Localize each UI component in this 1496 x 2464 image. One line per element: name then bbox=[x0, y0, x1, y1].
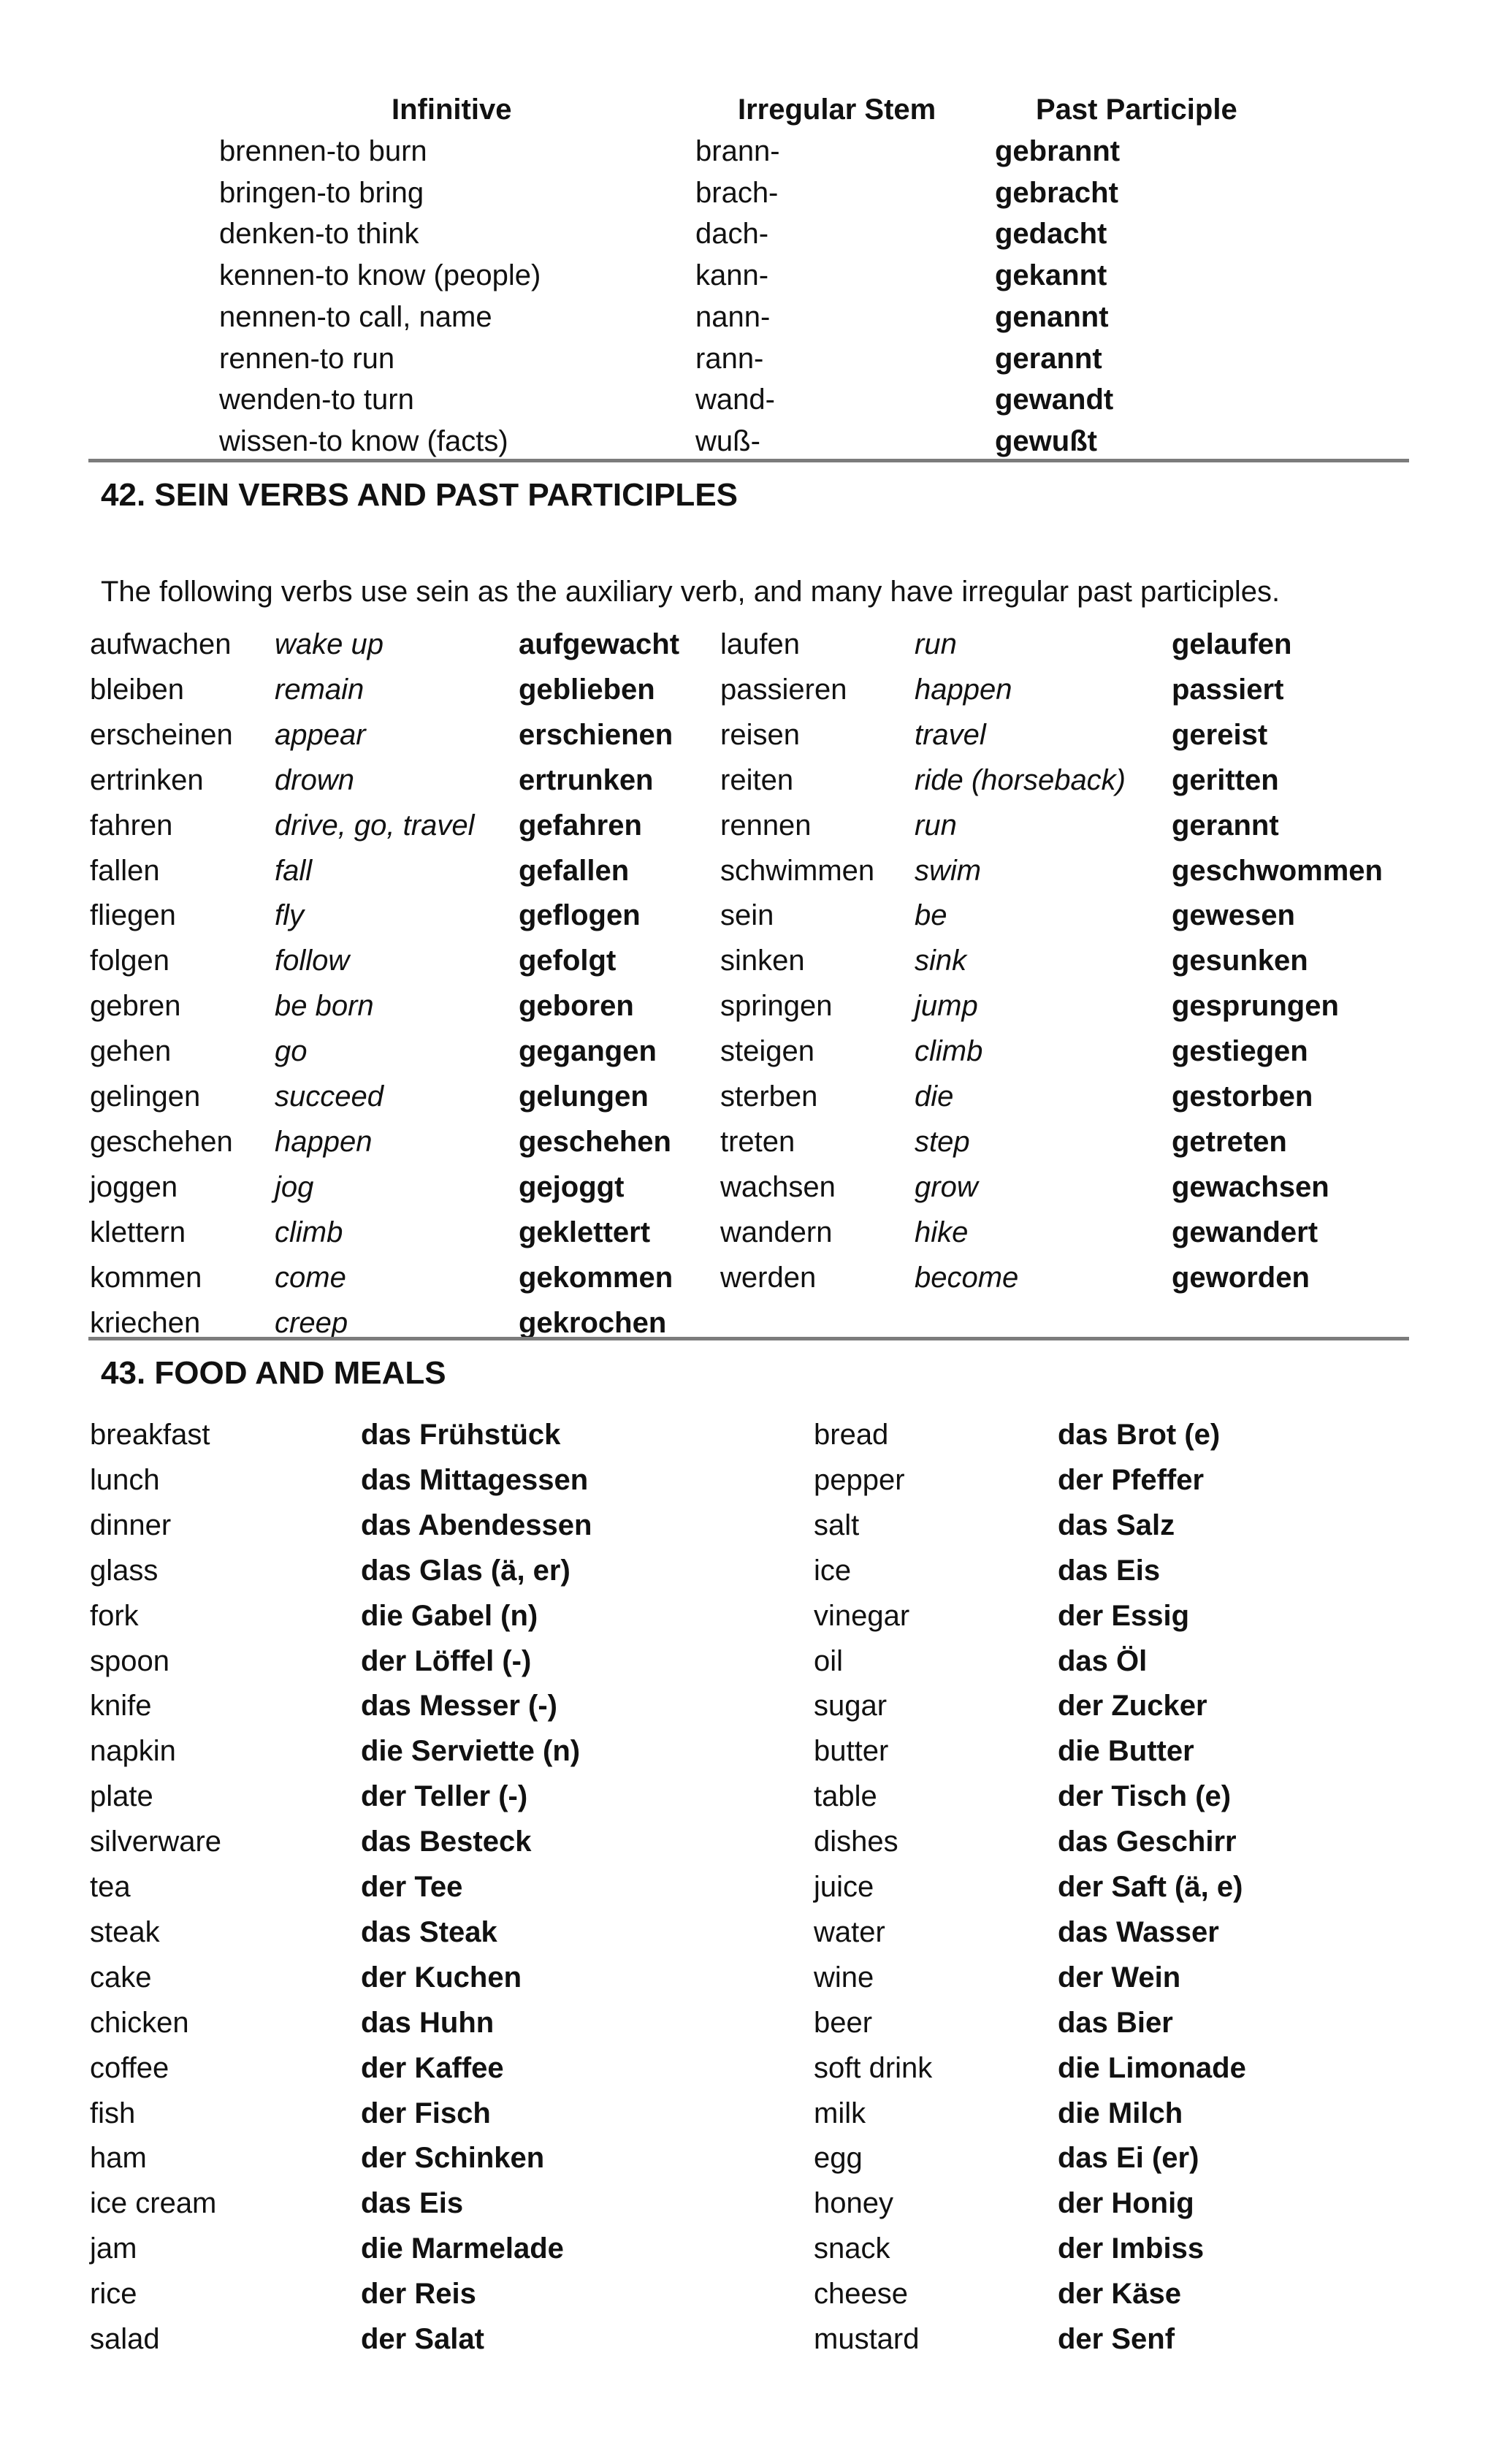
food-german: der Fisch bbox=[361, 2097, 491, 2129]
food-english: tea bbox=[90, 1871, 131, 1903]
sein-verb-meaning: ride (horseback) bbox=[915, 763, 1126, 796]
sein-verb: reiten bbox=[720, 763, 794, 796]
verb-irregular-stem: brach- bbox=[695, 176, 779, 209]
sein-verb-meaning: step bbox=[915, 1125, 970, 1158]
sein-verb-meaning: appear bbox=[275, 718, 366, 751]
sein-verb-participle: geworden bbox=[1172, 1261, 1310, 1294]
sein-verb-participle: gefahren bbox=[519, 809, 642, 842]
sein-verb: sinken bbox=[720, 945, 805, 977]
food-german: das Frühstück bbox=[361, 1419, 561, 1451]
food-english: oil bbox=[814, 1644, 844, 1677]
section-divider bbox=[88, 459, 1409, 462]
food-english: vinegar bbox=[814, 1599, 910, 1632]
sein-verb: gehen bbox=[90, 1035, 172, 1068]
sein-verb-meaning: fall bbox=[275, 854, 313, 887]
sein-verb-participle: gesunken bbox=[1172, 945, 1308, 977]
sein-verb-meaning: happen bbox=[275, 1125, 373, 1158]
verb-irregular-stem: rann- bbox=[695, 342, 764, 375]
food-english: jam bbox=[90, 2232, 137, 2265]
sein-verb: schwimmen bbox=[720, 854, 875, 887]
sein-verb-meaning: be born bbox=[275, 990, 374, 1023]
sein-verb-meaning: drown bbox=[275, 763, 354, 796]
sein-verb-meaning: be bbox=[915, 899, 947, 932]
sein-verb-participle: gewachsen bbox=[1172, 1170, 1329, 1203]
sein-verb-meaning: swim bbox=[915, 854, 982, 887]
food-english: table bbox=[814, 1780, 877, 1813]
food-english: ham bbox=[90, 2142, 147, 2175]
food-german: das Steak bbox=[361, 1915, 497, 1948]
sein-verb-participle: geschehen bbox=[519, 1125, 671, 1158]
food-english: rice bbox=[90, 2278, 137, 2311]
food-german: das Glas (ä, er) bbox=[361, 1554, 570, 1587]
sein-verb: kommen bbox=[90, 1261, 202, 1294]
sein-verb-meaning: come bbox=[275, 1261, 346, 1294]
food-english: fork bbox=[90, 1599, 139, 1632]
sein-verb: folgen bbox=[90, 945, 169, 977]
food-german: der Teller (-) bbox=[361, 1780, 528, 1813]
sein-verb: wachsen bbox=[720, 1170, 836, 1203]
food-english: silverware bbox=[90, 1826, 222, 1858]
sein-verb-meaning: become bbox=[915, 1261, 1019, 1294]
sein-verb-participle: ertrunken bbox=[519, 763, 654, 796]
sein-verb-participle: gegangen bbox=[519, 1035, 657, 1068]
sein-verb-participle: gelaufen bbox=[1172, 628, 1292, 660]
sein-verb: fahren bbox=[90, 809, 173, 842]
verb-irregular-stem: wuß- bbox=[695, 424, 760, 457]
verb-irregular-stem: dach- bbox=[695, 218, 769, 251]
sein-verb-meaning: happen bbox=[915, 673, 1012, 706]
verb-infinitive: bringen-to bring bbox=[219, 176, 424, 209]
food-german: das Bier bbox=[1058, 2006, 1173, 2039]
food-german: der Pfeffer bbox=[1058, 1463, 1205, 1496]
food-english: juice bbox=[814, 1871, 874, 1903]
food-german: das Messer (-) bbox=[361, 1690, 557, 1723]
sein-verb-meaning: die bbox=[915, 1080, 954, 1113]
food-english: lunch bbox=[90, 1463, 160, 1496]
food-english: mustard bbox=[814, 2323, 920, 2355]
food-english: fish bbox=[90, 2097, 136, 2129]
food-english: plate bbox=[90, 1780, 153, 1813]
verb-past-participle: gebracht bbox=[995, 176, 1118, 209]
verb-irregular-stem: kann- bbox=[695, 259, 769, 292]
verb-infinitive: denken-to think bbox=[219, 218, 419, 251]
food-german: der Reis bbox=[361, 2278, 476, 2311]
sein-verb-meaning: travel bbox=[915, 718, 986, 751]
sein-verb: kriechen bbox=[90, 1306, 201, 1339]
sein-verb-participle: gelungen bbox=[519, 1080, 649, 1113]
sein-verb-participle: geflogen bbox=[519, 899, 641, 932]
food-german: das Abendessen bbox=[361, 1508, 592, 1541]
food-german: der Schinken bbox=[361, 2142, 545, 2175]
section-42-title: 42. SEIN VERBS AND PAST PARTICIPLES bbox=[101, 477, 739, 513]
sein-verb: springen bbox=[720, 990, 833, 1023]
sein-verb-participle: gesprungen bbox=[1172, 990, 1339, 1023]
sein-verb-participle: geboren bbox=[519, 990, 634, 1023]
sein-verb-participle: geklettert bbox=[519, 1216, 651, 1248]
sein-verb-participle: gekrochen bbox=[519, 1306, 667, 1339]
food-german: der Kaffee bbox=[361, 2051, 504, 2084]
food-english: pepper bbox=[814, 1463, 905, 1496]
verb-infinitive: kennen-to know (people) bbox=[219, 259, 541, 292]
verb-irregular-stem: nann- bbox=[695, 300, 771, 333]
sein-verb: erscheinen bbox=[90, 718, 233, 751]
food-german: der Tee bbox=[361, 1871, 463, 1903]
sein-verb-participle: aufgewacht bbox=[519, 628, 680, 660]
sein-verb: werden bbox=[720, 1261, 817, 1294]
food-english: napkin bbox=[90, 1735, 176, 1768]
food-german: der Senf bbox=[1058, 2323, 1175, 2355]
food-german: das Wasser bbox=[1058, 1915, 1219, 1948]
sein-verb: steigen bbox=[720, 1035, 814, 1068]
food-german: der Kuchen bbox=[361, 1961, 522, 1994]
food-english: coffee bbox=[90, 2051, 169, 2084]
verb-infinitive: brennen-to burn bbox=[219, 135, 427, 167]
food-german: der Essig bbox=[1058, 1599, 1190, 1632]
food-english: sugar bbox=[814, 1690, 888, 1723]
food-english: water bbox=[814, 1915, 885, 1948]
food-german: der Löffel (-) bbox=[361, 1644, 532, 1677]
food-german: das Besteck bbox=[361, 1826, 532, 1858]
food-english: bread bbox=[814, 1419, 889, 1451]
sein-verb-meaning: hike bbox=[915, 1216, 969, 1248]
sein-verb: wandern bbox=[720, 1216, 833, 1248]
verb-past-participle: gekannt bbox=[995, 259, 1107, 292]
sein-verb-participle: gefolgt bbox=[519, 945, 617, 977]
sein-verb: klettern bbox=[90, 1216, 186, 1248]
verb-irregular-stem: brann- bbox=[695, 135, 780, 167]
sein-verb: reisen bbox=[720, 718, 800, 751]
sein-verb: aufwachen bbox=[90, 628, 232, 660]
food-english: steak bbox=[90, 1915, 160, 1948]
sein-verb: joggen bbox=[90, 1170, 178, 1203]
sein-verb-participle: geritten bbox=[1172, 763, 1279, 796]
food-german: der Honig bbox=[1058, 2187, 1194, 2220]
sein-verb-meaning: creep bbox=[275, 1306, 348, 1339]
sein-verb-participle: gewandert bbox=[1172, 1216, 1318, 1248]
sein-verb-meaning: climb bbox=[275, 1216, 343, 1248]
sein-verb: bleiben bbox=[90, 673, 185, 706]
food-german: das Mittagessen bbox=[361, 1463, 589, 1496]
food-english: knife bbox=[90, 1690, 152, 1723]
food-english: snack bbox=[814, 2232, 890, 2265]
food-english: egg bbox=[814, 2142, 863, 2175]
food-english: ice cream bbox=[90, 2187, 217, 2220]
sein-verb: fallen bbox=[90, 854, 160, 887]
verb-infinitive: nennen-to call, name bbox=[219, 300, 492, 333]
sein-verb: ertrinken bbox=[90, 763, 204, 796]
sein-verb: gebren bbox=[90, 990, 181, 1023]
food-german: das Brot (e) bbox=[1058, 1419, 1221, 1451]
food-german: der Käse bbox=[1058, 2278, 1181, 2311]
food-english: salad bbox=[90, 2323, 160, 2355]
food-german: das Eis bbox=[1058, 1554, 1161, 1587]
sein-verb: rennen bbox=[720, 809, 812, 842]
food-english: chicken bbox=[90, 2006, 189, 2039]
sein-verb: passieren bbox=[720, 673, 847, 706]
sein-verb-participle: getreten bbox=[1172, 1125, 1287, 1158]
sein-verb-participle: gereist bbox=[1172, 718, 1268, 751]
food-english: glass bbox=[90, 1554, 159, 1587]
sein-verb-meaning: climb bbox=[915, 1035, 983, 1068]
verb-infinitive: wissen-to know (facts) bbox=[219, 424, 508, 457]
food-german: der Saft (ä, e) bbox=[1058, 1871, 1243, 1903]
verb-past-participle: gedacht bbox=[995, 218, 1107, 251]
sein-verb-meaning: run bbox=[915, 809, 957, 842]
food-german: der Wein bbox=[1058, 1961, 1181, 1994]
food-german: das Ei (er) bbox=[1058, 2142, 1199, 2175]
verb-infinitive: rennen-to run bbox=[219, 342, 395, 375]
food-english: butter bbox=[814, 1735, 889, 1768]
food-german: der Zucker bbox=[1058, 1690, 1207, 1723]
section-43-title: 43. FOOD AND MEALS bbox=[101, 1355, 446, 1391]
food-english: cheese bbox=[814, 2278, 908, 2311]
food-german: die Limonade bbox=[1058, 2051, 1246, 2084]
sein-verb-participle: gekommen bbox=[519, 1261, 673, 1294]
food-german: der Tisch (e) bbox=[1058, 1780, 1232, 1813]
sein-verb-meaning: drive, go, travel bbox=[275, 809, 475, 842]
sein-verb: gelingen bbox=[90, 1080, 201, 1113]
sein-verb-meaning: wake up bbox=[275, 628, 383, 660]
sein-verb: fliegen bbox=[90, 899, 176, 932]
food-german: die Gabel (n) bbox=[361, 1599, 538, 1632]
sein-verb-participle: gerannt bbox=[1172, 809, 1279, 842]
sein-verb-participle: passiert bbox=[1172, 673, 1284, 706]
sein-verb-meaning: fly bbox=[275, 899, 304, 932]
food-english: honey bbox=[814, 2187, 893, 2220]
verb-past-participle: gerannt bbox=[995, 342, 1102, 375]
food-german: das Öl bbox=[1058, 1644, 1148, 1677]
food-german: das Geschirr bbox=[1058, 1826, 1237, 1858]
section-divider bbox=[88, 1337, 1409, 1340]
sein-verb: treten bbox=[720, 1125, 795, 1158]
food-english: salt bbox=[814, 1508, 860, 1541]
food-german: die Marmelade bbox=[361, 2232, 564, 2265]
food-english: soft drink bbox=[814, 2051, 933, 2084]
food-german: das Huhn bbox=[361, 2006, 495, 2039]
food-german: der Imbiss bbox=[1058, 2232, 1205, 2265]
sein-verb: sein bbox=[720, 899, 774, 932]
sein-verb-meaning: follow bbox=[275, 945, 350, 977]
sein-verb: geschehen bbox=[90, 1125, 233, 1158]
sein-verb-participle: gestorben bbox=[1172, 1080, 1313, 1113]
sein-verb-meaning: jump bbox=[915, 990, 978, 1023]
sein-verb-meaning: grow bbox=[915, 1170, 978, 1203]
sein-verb-meaning: go bbox=[275, 1035, 308, 1068]
food-english: dinner bbox=[90, 1508, 172, 1541]
sein-verb-participle: geblieben bbox=[519, 673, 655, 706]
food-german: das Salz bbox=[1058, 1508, 1175, 1541]
header-irregular-stem: Irregular Stem bbox=[738, 94, 936, 126]
food-english: spoon bbox=[90, 1644, 169, 1677]
header-infinitive: Infinitive bbox=[392, 94, 512, 126]
food-english: breakfast bbox=[90, 1419, 210, 1451]
sein-verb-meaning: run bbox=[915, 628, 957, 660]
sein-verb-meaning: sink bbox=[915, 945, 967, 977]
food-english: beer bbox=[814, 2006, 873, 2039]
verb-past-participle: gebrannt bbox=[995, 135, 1121, 167]
sein-verb: laufen bbox=[720, 628, 800, 660]
verb-infinitive: wenden-to turn bbox=[219, 384, 414, 416]
sein-verb-participle: gefallen bbox=[519, 854, 630, 887]
food-english: milk bbox=[814, 2097, 866, 2129]
food-english: wine bbox=[814, 1961, 874, 1994]
food-german: die Milch bbox=[1058, 2097, 1183, 2129]
header-past-participle: Past Participle bbox=[1036, 94, 1237, 126]
sein-verb-participle: gestiegen bbox=[1172, 1035, 1308, 1068]
verb-past-participle: gewandt bbox=[995, 384, 1114, 416]
sein-verb-participle: gewesen bbox=[1172, 899, 1295, 932]
sein-verb-participle: gejoggt bbox=[519, 1170, 625, 1203]
verb-irregular-stem: wand- bbox=[695, 384, 775, 416]
sein-verb-meaning: remain bbox=[275, 673, 365, 706]
food-english: cake bbox=[90, 1961, 152, 1994]
sein-verb-meaning: jog bbox=[275, 1170, 314, 1203]
verb-past-participle: genannt bbox=[995, 300, 1109, 333]
food-english: ice bbox=[814, 1554, 852, 1587]
food-german: der Salat bbox=[361, 2323, 484, 2355]
section-42-intro: The following verbs use sein as the auxiliary verb, and many have irregular past participles. bbox=[101, 576, 1281, 608]
sein-verb-meaning: succeed bbox=[275, 1080, 383, 1113]
sein-verb-participle: erschienen bbox=[519, 718, 673, 751]
verb-past-participle: gewußt bbox=[995, 424, 1097, 457]
sein-verb-participle: geschwommen bbox=[1172, 854, 1383, 887]
food-german: die Serviette (n) bbox=[361, 1735, 581, 1768]
food-english: dishes bbox=[814, 1826, 898, 1858]
food-german: das Eis bbox=[361, 2187, 464, 2220]
food-german: die Butter bbox=[1058, 1735, 1194, 1768]
sein-verb: sterben bbox=[720, 1080, 818, 1113]
